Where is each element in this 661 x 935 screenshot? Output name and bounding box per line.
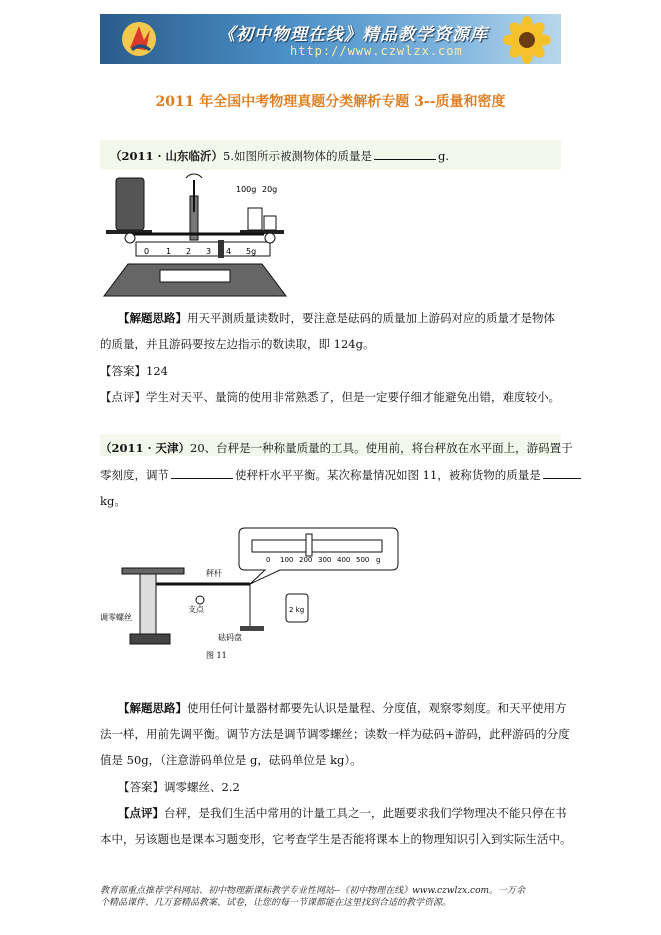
q1-analysis-line1 xyxy=(118,311,555,325)
analysis-text: 使用任何计量器材都要先认识是量程、分度值，观察零刻度。和天平使用方 xyxy=(187,701,567,715)
question-1-unit: g. xyxy=(438,149,450,163)
answer-text: 124 xyxy=(146,364,168,378)
scale-tick-label: 1 xyxy=(166,247,172,256)
comment-text: 台秤，是我们生活中常用的计量工具之一，此题要求我们学物理决不能只停在书 xyxy=(164,806,567,820)
scale-tick-label: 200 xyxy=(299,556,313,564)
question-1-text: 5.如图所示被测物体的质量是 xyxy=(223,149,373,163)
weight-label: 100g xyxy=(236,185,257,194)
question-2-text: 零刻度，调节 xyxy=(100,468,169,482)
label-pivot: 支点 xyxy=(188,605,204,614)
q1-answer xyxy=(100,364,168,378)
analysis-label: 【解题思路】 xyxy=(118,701,187,715)
q2-analysis-line2: 法一样，用前先调平衡。调节方法是调节调零螺丝；读数一样为砝码+游码，此秤游码的分度 xyxy=(100,727,570,741)
platform-scale-figure xyxy=(100,522,400,662)
analysis-text: 用天平测质量读数时，要注意是砝码的质量加上游码对应的质量才是物体 xyxy=(187,311,555,325)
balance-figure xyxy=(100,172,290,304)
scale-tick-label: 500 xyxy=(356,556,370,564)
question-1-stem xyxy=(110,149,449,163)
page-footer xyxy=(100,885,570,909)
answer-blank xyxy=(374,149,436,160)
weight-label: 2 kg xyxy=(289,606,305,614)
figure-caption: 图 11 xyxy=(206,651,227,660)
answer-text: 调零螺丝、2.2 xyxy=(164,780,240,794)
weight-100g xyxy=(248,208,262,230)
answer-blank xyxy=(543,468,581,479)
header-banner xyxy=(100,14,561,64)
beam-scale xyxy=(252,540,382,552)
question-2-text: 使秤杆水平平衡。某次称量情况如图 11，被称货物的质量是 xyxy=(235,468,541,482)
q2-comment-line1 xyxy=(118,806,567,820)
question-2-text: 20、台秤是一种称量质量的工具。使用前，将台秤放在水平面上，游码置于 xyxy=(190,441,573,455)
q2-answer xyxy=(118,780,240,794)
footer-line2: 个精品课件、几万套精品教案、试卷，让您的每一节课都能在这里找到合适的教学资源。 xyxy=(100,898,452,908)
question-1-source: （2011 · 山东临沂） xyxy=(110,149,224,163)
answer-label: 【答案】 xyxy=(100,364,146,378)
scale-tick-label: 5g xyxy=(246,247,257,256)
weight-20g xyxy=(264,216,276,230)
label-beam: 秤杆 xyxy=(206,569,222,578)
answer-blank xyxy=(171,468,233,479)
label-zero-screw: 调零螺丝 xyxy=(100,613,132,622)
scale-tick-label: 100 xyxy=(280,556,294,564)
banner-title: 《初中物理在线》精品教学资源库 xyxy=(218,25,488,45)
scale-tick-label: 0 xyxy=(266,556,271,564)
sunflower-icon xyxy=(499,16,555,64)
weighed-object xyxy=(116,178,144,230)
scale-tick-label: 4 xyxy=(226,247,232,256)
rider xyxy=(218,240,224,258)
q1-analysis-line2: 的质量，并且游码要按左边指示的数读取，即 124g。 xyxy=(100,337,375,351)
label-weight-pan: 砝码盘 xyxy=(218,633,242,642)
question-2-source: （2011 · 天津） xyxy=(100,441,191,455)
analysis-label: 【解题思路】 xyxy=(118,311,187,325)
q2-comment-line2: 本中，另该题也是课本习题变形，它考查学生是否能将课本上的物理知识引入到实际生活中。 xyxy=(100,832,572,846)
scale-tick-label: g xyxy=(376,556,381,564)
site-logo-icon xyxy=(120,20,158,58)
rider xyxy=(306,534,312,556)
question-2-stem-line2 xyxy=(100,468,583,482)
scale-tick-label: 0 xyxy=(144,247,150,256)
scale-tick-label: 3 xyxy=(206,247,212,256)
comment-text: 学生对天平、量筒的使用非常熟悉了，但是一定要仔细才能避免出错，难度较小。 xyxy=(146,390,560,404)
footer-line1: 教育部重点推荐学科网站、初中物理新课标教学专业性网站--《初中物理在线》www.czwlzx.com。一万余 xyxy=(100,886,526,896)
page-title: 2011 年全国中考物理真题分类解析专题 3--质量和密度 xyxy=(155,94,506,110)
question-2-stem-line3: kg。 xyxy=(100,494,126,508)
q2-analysis-line1 xyxy=(118,701,567,715)
question-2-stem-line1 xyxy=(100,441,573,455)
comment-label: 【点评】 xyxy=(100,390,146,404)
answer-label: 【答案】 xyxy=(118,780,164,794)
comment-label: 【点评】 xyxy=(118,806,164,820)
platform xyxy=(122,568,184,574)
weight-label: 20g xyxy=(262,185,278,194)
scale-tick-label: 300 xyxy=(318,556,332,564)
scale-tick-label: 400 xyxy=(337,556,351,564)
scale-tick-label: 2 xyxy=(186,247,192,256)
q1-comment xyxy=(100,390,560,404)
q2-analysis-line3: 值是 50g，（注意游码单位是 g，砝码单位是 kg）。 xyxy=(100,753,362,767)
banner-url[interactable]: http://www.czwlzx.com xyxy=(290,44,463,58)
